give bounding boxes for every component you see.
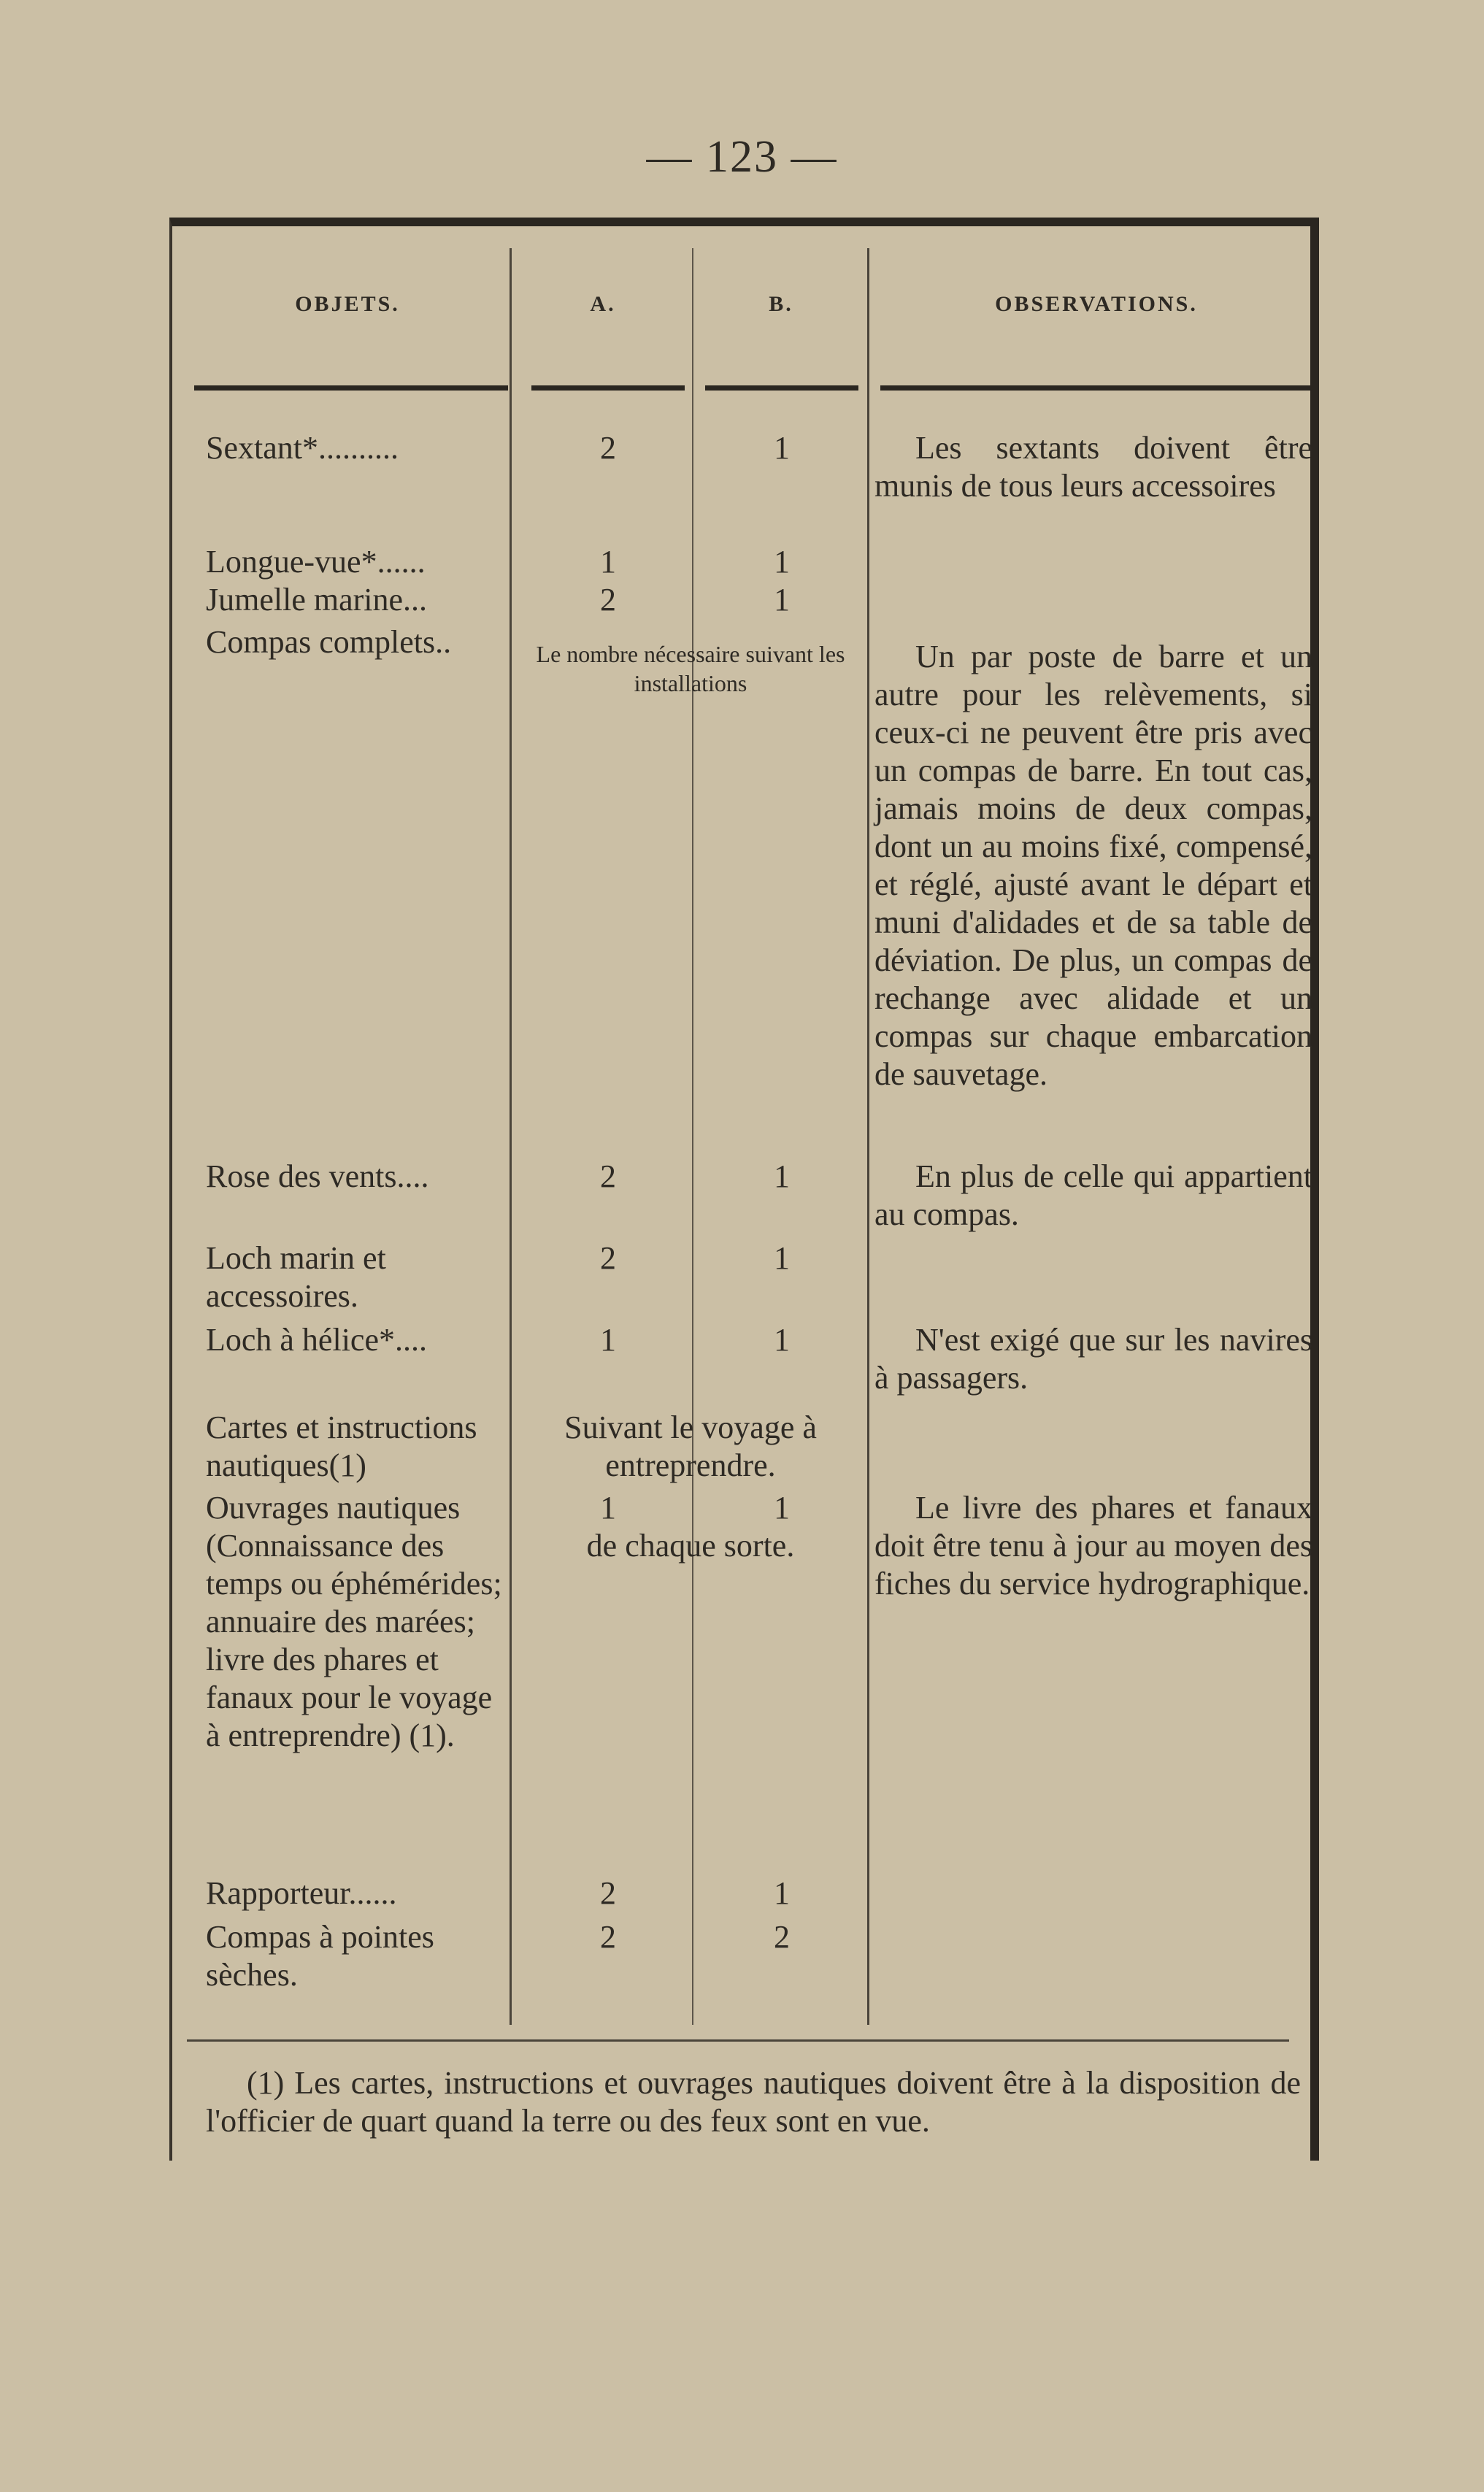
object-compas-pointes: Compas à pointes sèches. — [206, 1919, 434, 1993]
object-loch-marin: Loch marin et accessoires. — [206, 1240, 386, 1314]
header-rule — [705, 385, 858, 391]
count-a: 2 — [600, 582, 616, 618]
observation-compas: Un par poste de barre et un autre pour les relèvements, si ceux-ci ne peuvent être pris avec un compas de barre. En tout cas, jamais moins de deux compas, dont un au moins fixé, compensé, et réglé, ajusté avant le départ et muni d'alidades et de sa table de déviation. De plus, un compas de rechange avec alidade et un compas sur chaque embarcation de sauvetage. — [874, 639, 1312, 1092]
header-rule — [531, 385, 685, 391]
count-a: 2 — [600, 1240, 616, 1276]
footnote-rule — [187, 2039, 1289, 2042]
object-ouvrages-nautiques: Ouvrages nautiques (Connaissance des temps ou éphémérides; annuaire des marées; livre des phares et fanaux pour le voyage à entreprendre) (1). — [206, 1490, 502, 1753]
column-divider — [867, 248, 869, 2025]
object-compas-complets: Compas complets.. — [206, 624, 452, 660]
count-b: 1 — [774, 1490, 790, 1526]
count-note: de chaque sorte. — [586, 1528, 795, 1564]
count-b: 1 — [774, 582, 790, 618]
count-a: 1 — [600, 544, 616, 580]
object-cartes: Cartes et instructions nautiques(1) — [206, 1410, 477, 1483]
page-number: — 123 — — [646, 132, 838, 182]
count-b: 1 — [774, 1875, 790, 1911]
column-divider — [692, 248, 693, 2025]
observation-sextant: Les sextants doivent être munis de tous leurs accessoires — [874, 430, 1312, 504]
count-b: 1 — [774, 544, 790, 580]
object-loch-a-helice: Loch à hélice*.... — [206, 1322, 427, 1358]
observation-loch-helice: N'est exigé que sur les navires à passagers. — [874, 1322, 1312, 1396]
object-sextant: Sextant*.......... — [206, 430, 399, 466]
equipment-table — [169, 218, 1319, 2161]
header-observations: OBSERVATIONS. — [995, 292, 1198, 316]
count-a: 2 — [600, 1158, 616, 1194]
object-jumelle-marine: Jumelle marine... — [206, 582, 428, 618]
header-rule — [880, 385, 1311, 391]
count-a: 2 — [600, 1919, 616, 1955]
header-objects: OBJETS. — [295, 292, 400, 316]
observation-ouvrages: Le livre des phares et fanaux doit être tenu à jour au moyen des fiches du service hydrographique. — [874, 1490, 1312, 1601]
count-b: 1 — [774, 1240, 790, 1276]
column-divider — [510, 248, 512, 2025]
count-a: 1 — [600, 1322, 616, 1358]
count-b: 1 — [774, 1158, 790, 1194]
count-span: Suivant le voyage à entreprendre. — [564, 1410, 817, 1483]
footnote: (1) Les cartes, instructions et ouvrages nautiques doivent être à la disposition de l'officier de quart quand la terre ou des feux sont en vue. — [206, 2065, 1301, 2139]
object-longue-vue: Longue-vue*...... — [206, 544, 426, 580]
count-a: 2 — [600, 430, 616, 466]
count-b: 1 — [774, 1322, 790, 1358]
count-a: 1 — [600, 1490, 616, 1526]
header-b: B. — [769, 292, 793, 316]
header-rule — [194, 385, 508, 391]
observation-rose: En plus de celle qui appartient au compas. — [874, 1158, 1312, 1232]
count-b: 2 — [774, 1919, 790, 1955]
count-a: 2 — [600, 1875, 616, 1911]
header-a: A. — [590, 292, 616, 316]
object-rose-des-vents: Rose des vents.... — [206, 1158, 429, 1194]
count-span: Le nombre nécessaire suivant les installations — [536, 641, 845, 696]
object-rapporteur: Rapporteur...... — [206, 1875, 397, 1911]
count-b: 1 — [774, 430, 790, 466]
